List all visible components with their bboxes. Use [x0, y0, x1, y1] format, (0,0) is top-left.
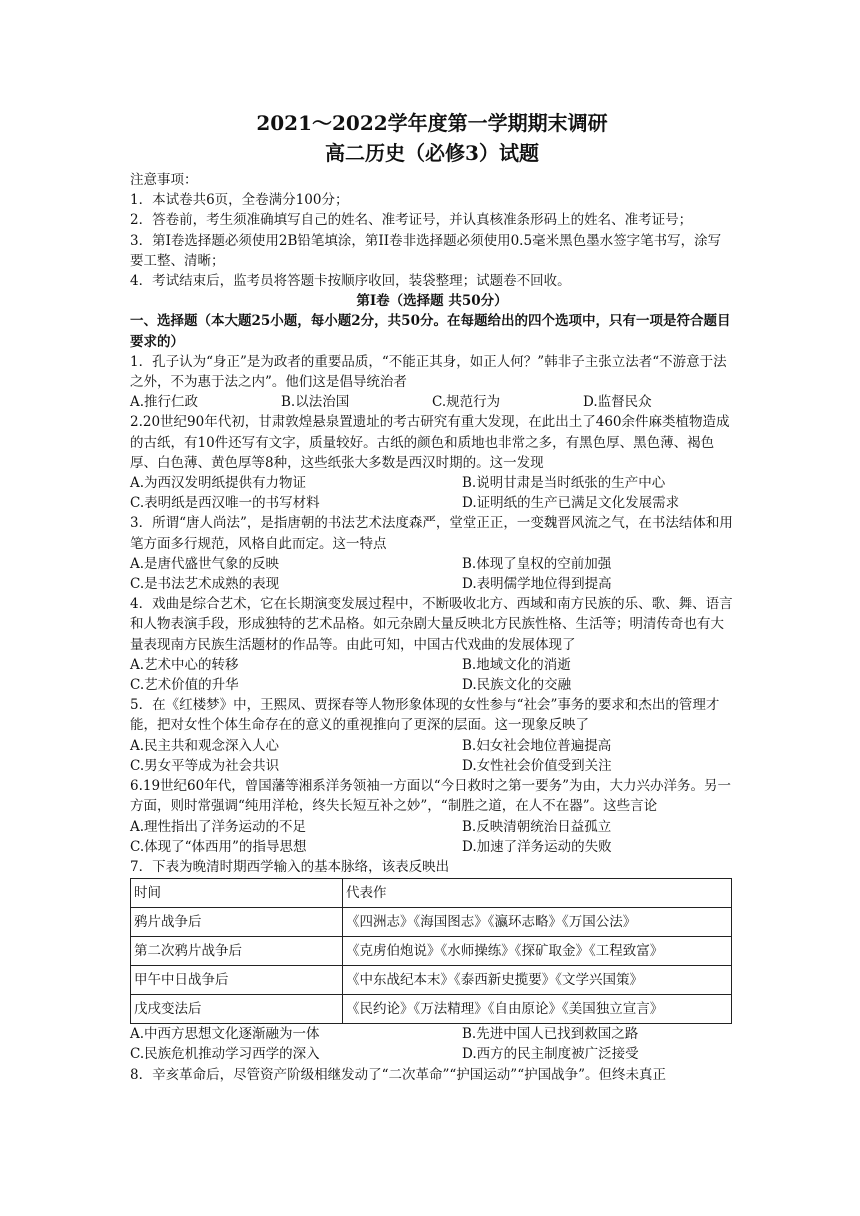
- notice-item: 3．第I卷选择题必须使用2B铅笔填涂，第II卷非选择题必须使用0.5毫米黑色墨水签字笔书写，涂写要工整、清晰；: [130, 232, 722, 269]
- question-options: [130, 574, 734, 594]
- option-c: C.表明纸是西汉唯一的书写材料: [130, 495, 320, 512]
- question-options: [130, 817, 734, 837]
- table-header-row: [131, 879, 732, 908]
- western-learning-table: [130, 878, 732, 1024]
- table-cell: 第二次鸦片战争后: [131, 937, 343, 966]
- option-c: C.体现了“体西用”的指导思想: [130, 838, 307, 855]
- question-2: [130, 412, 734, 513]
- section-title: 第I卷（选择题 共50分）: [356, 293, 508, 310]
- table-cell: 《民约论》《万法精理》《自由原论》《美国独立宣言》: [343, 995, 732, 1024]
- question-options: [130, 837, 734, 857]
- table-cell: 鸦片战争后: [131, 908, 343, 937]
- question-options: [130, 473, 734, 493]
- table-row: [131, 995, 732, 1024]
- question-options: [130, 493, 734, 513]
- question-stem: 2.20世纪90年代初，甘肃敦煌悬泉置遗址的考古研究有重大发现，在此出土了460余件麻类植物造成的古纸，有10件还写有文字，质量较好。古纸的颜色和质地也非常之多，有黑色厚、黑色薄、褐色厚、白色薄、黄色厚等8种，这些纸张大多数是西汉时期的。这一发现: [130, 414, 730, 471]
- option-d: D.加速了洋务运动的失败: [462, 838, 612, 855]
- option-a: A.推行仁政: [130, 394, 199, 411]
- question-6: [130, 776, 734, 857]
- question-4: [130, 594, 734, 695]
- exam-title: 2021～2022学年度第一学期期末调研: [256, 111, 608, 135]
- option-c: C.是书法艺术成熟的表现: [130, 576, 280, 593]
- question-1: [130, 352, 734, 413]
- question-5: [130, 695, 734, 776]
- option-b: B.反映清朝统治日益孤立: [462, 818, 612, 835]
- question-options: [130, 675, 734, 695]
- notice-block: [130, 170, 734, 291]
- option-c: C.民族危机推动学习西学的深入: [130, 1046, 320, 1063]
- option-a: A.民主共和观念深入人心: [130, 737, 280, 754]
- notice-heading: 注意事项：: [130, 172, 198, 188]
- notice-item: 2．答卷前，考生须准确填写自己的姓名、准考证号，并认真核准条形码上的姓名、准考证号；: [130, 212, 693, 229]
- notice-item: 1．本试卷共6页，全卷满分100分；: [130, 192, 349, 209]
- table-cell: 《克虏伯炮说》《水师操练》《探矿取金》《工程致富》: [343, 937, 732, 966]
- question-options: [130, 756, 734, 776]
- table-header: 时间: [131, 879, 343, 908]
- table-cell: 戊戌变法后: [131, 995, 343, 1024]
- option-c: C.男女平等成为社会共识: [130, 757, 280, 774]
- option-b: B.先进中国人已找到救国之路: [462, 1026, 639, 1043]
- question-stem: 1．孔子认为“身正”是为政者的重要品质，“不能正其身，如正人何？”韩非子主张立法者“不游意于法之外，不为惠于法之内”。他们这是倡导统治者: [130, 353, 727, 391]
- question-options: [130, 1044, 734, 1064]
- question-options: [130, 1024, 734, 1044]
- question-options: [130, 655, 734, 675]
- question-8: [130, 1065, 734, 1085]
- question-stem: 6.19世纪60年代，曾国藩等湘系洋务领袖一方面以“今日救时之第一要务”为由，大力兴办洋务。另一方面，则时常强调“纯用洋枪，终失长短互补之妙”，“制胜之道，在人不在器”。这些言论: [130, 778, 732, 815]
- table-cell: 《中东战纪本末》《泰西新史揽要》《文学兴国策》: [343, 966, 732, 995]
- option-b: B.体现了皇权的空前加强: [462, 555, 612, 572]
- option-c: C.规范行为: [432, 394, 501, 411]
- option-b: B.妇女社会地位普遍提高: [462, 737, 612, 754]
- exam-page: [130, 100, 734, 1085]
- table-row: [131, 937, 732, 966]
- option-c: C.艺术价值的升华: [130, 677, 239, 694]
- question-stem: 8．辛亥革命后，尽管资产阶级相继发动了“二次革命”“护国运动”“护国战争”。但终未真正: [130, 1066, 666, 1083]
- question-options: [130, 736, 734, 756]
- notice-item: 4．考试结束后，监考员将答题卡按顺序收回，装袋整理；试题卷不回收。: [130, 273, 571, 290]
- option-a: A.艺术中心的转移: [130, 656, 239, 673]
- section-instruction: 一、选择题（本大题25小题，每小题2分，共50分。在每题给出的四个选项中，只有一项是符合题目要求的）: [130, 313, 731, 350]
- option-d: D.民族文化的交融: [462, 677, 572, 694]
- question-stem: 7．下表为晚清时期西学输入的基本脉络，该表反映出: [130, 858, 450, 875]
- question-options: [130, 392, 734, 412]
- option-b: B.以法治国: [281, 394, 350, 411]
- option-a: A.是唐代盛世气象的反映: [130, 555, 280, 572]
- option-d: D.西方的民主制度被广泛接受: [462, 1046, 639, 1063]
- question-stem: 3．所谓“唐人尚法”，是指唐朝的书法艺术法度森严，堂堂正正，一变魏晋风流之气，在书法结体和用笔方面多行规范，风格自此而定。这一特点: [130, 515, 733, 552]
- option-d: D.监督民众: [583, 394, 652, 411]
- table-row: [131, 966, 732, 995]
- table-header: 代表作: [343, 879, 732, 908]
- question-options: [130, 554, 734, 574]
- option-d: D.表明儒学地位得到提高: [462, 576, 612, 593]
- option-a: A.为西汉发明纸提供有力物证: [130, 475, 307, 492]
- question-stem: 5．在《红楼梦》中，王熙凤、贾探春等人物形象体现的女性参与“社会”事务的要求和杰出的管理才能，把对女性个体生命存在的意义的重视推向了更深的层面。这一现象反映了: [130, 697, 720, 734]
- question-3: [130, 513, 734, 594]
- option-a: A.中西方思想文化逐渐融为一体: [130, 1026, 320, 1043]
- option-d: D.证明纸的生产已满足文化发展需求: [462, 495, 680, 512]
- table-row: [131, 908, 732, 937]
- question-7: [130, 857, 734, 1065]
- exam-subtitle: 高二历史（必修3）试题: [325, 141, 539, 165]
- option-a: A.理性指出了洋务运动的不足: [130, 818, 307, 835]
- option-b: B.说明甘肃是当时纸张的生产中心: [462, 475, 666, 492]
- question-stem: 4．戏曲是综合艺术，它在长期演变发展过程中，不断吸收北方、西域和南方民族的乐、歌、舞、语言和人物表演手段，形成独特的艺术品格。如元杂剧大量反映北方民族性格、生活等；明清传奇也有大量表现南方民族生活题材的作品等。由此可知，中国古代戏曲的发展体现了: [130, 596, 733, 653]
- option-b: B.地域文化的消逝: [462, 656, 571, 673]
- option-d: D.女性社会价值受到关注: [462, 757, 612, 774]
- table-cell: 甲午中日战争后: [131, 966, 343, 995]
- table-cell: 《四洲志》《海国图志》《瀛环志略》《万国公法》: [343, 908, 732, 937]
